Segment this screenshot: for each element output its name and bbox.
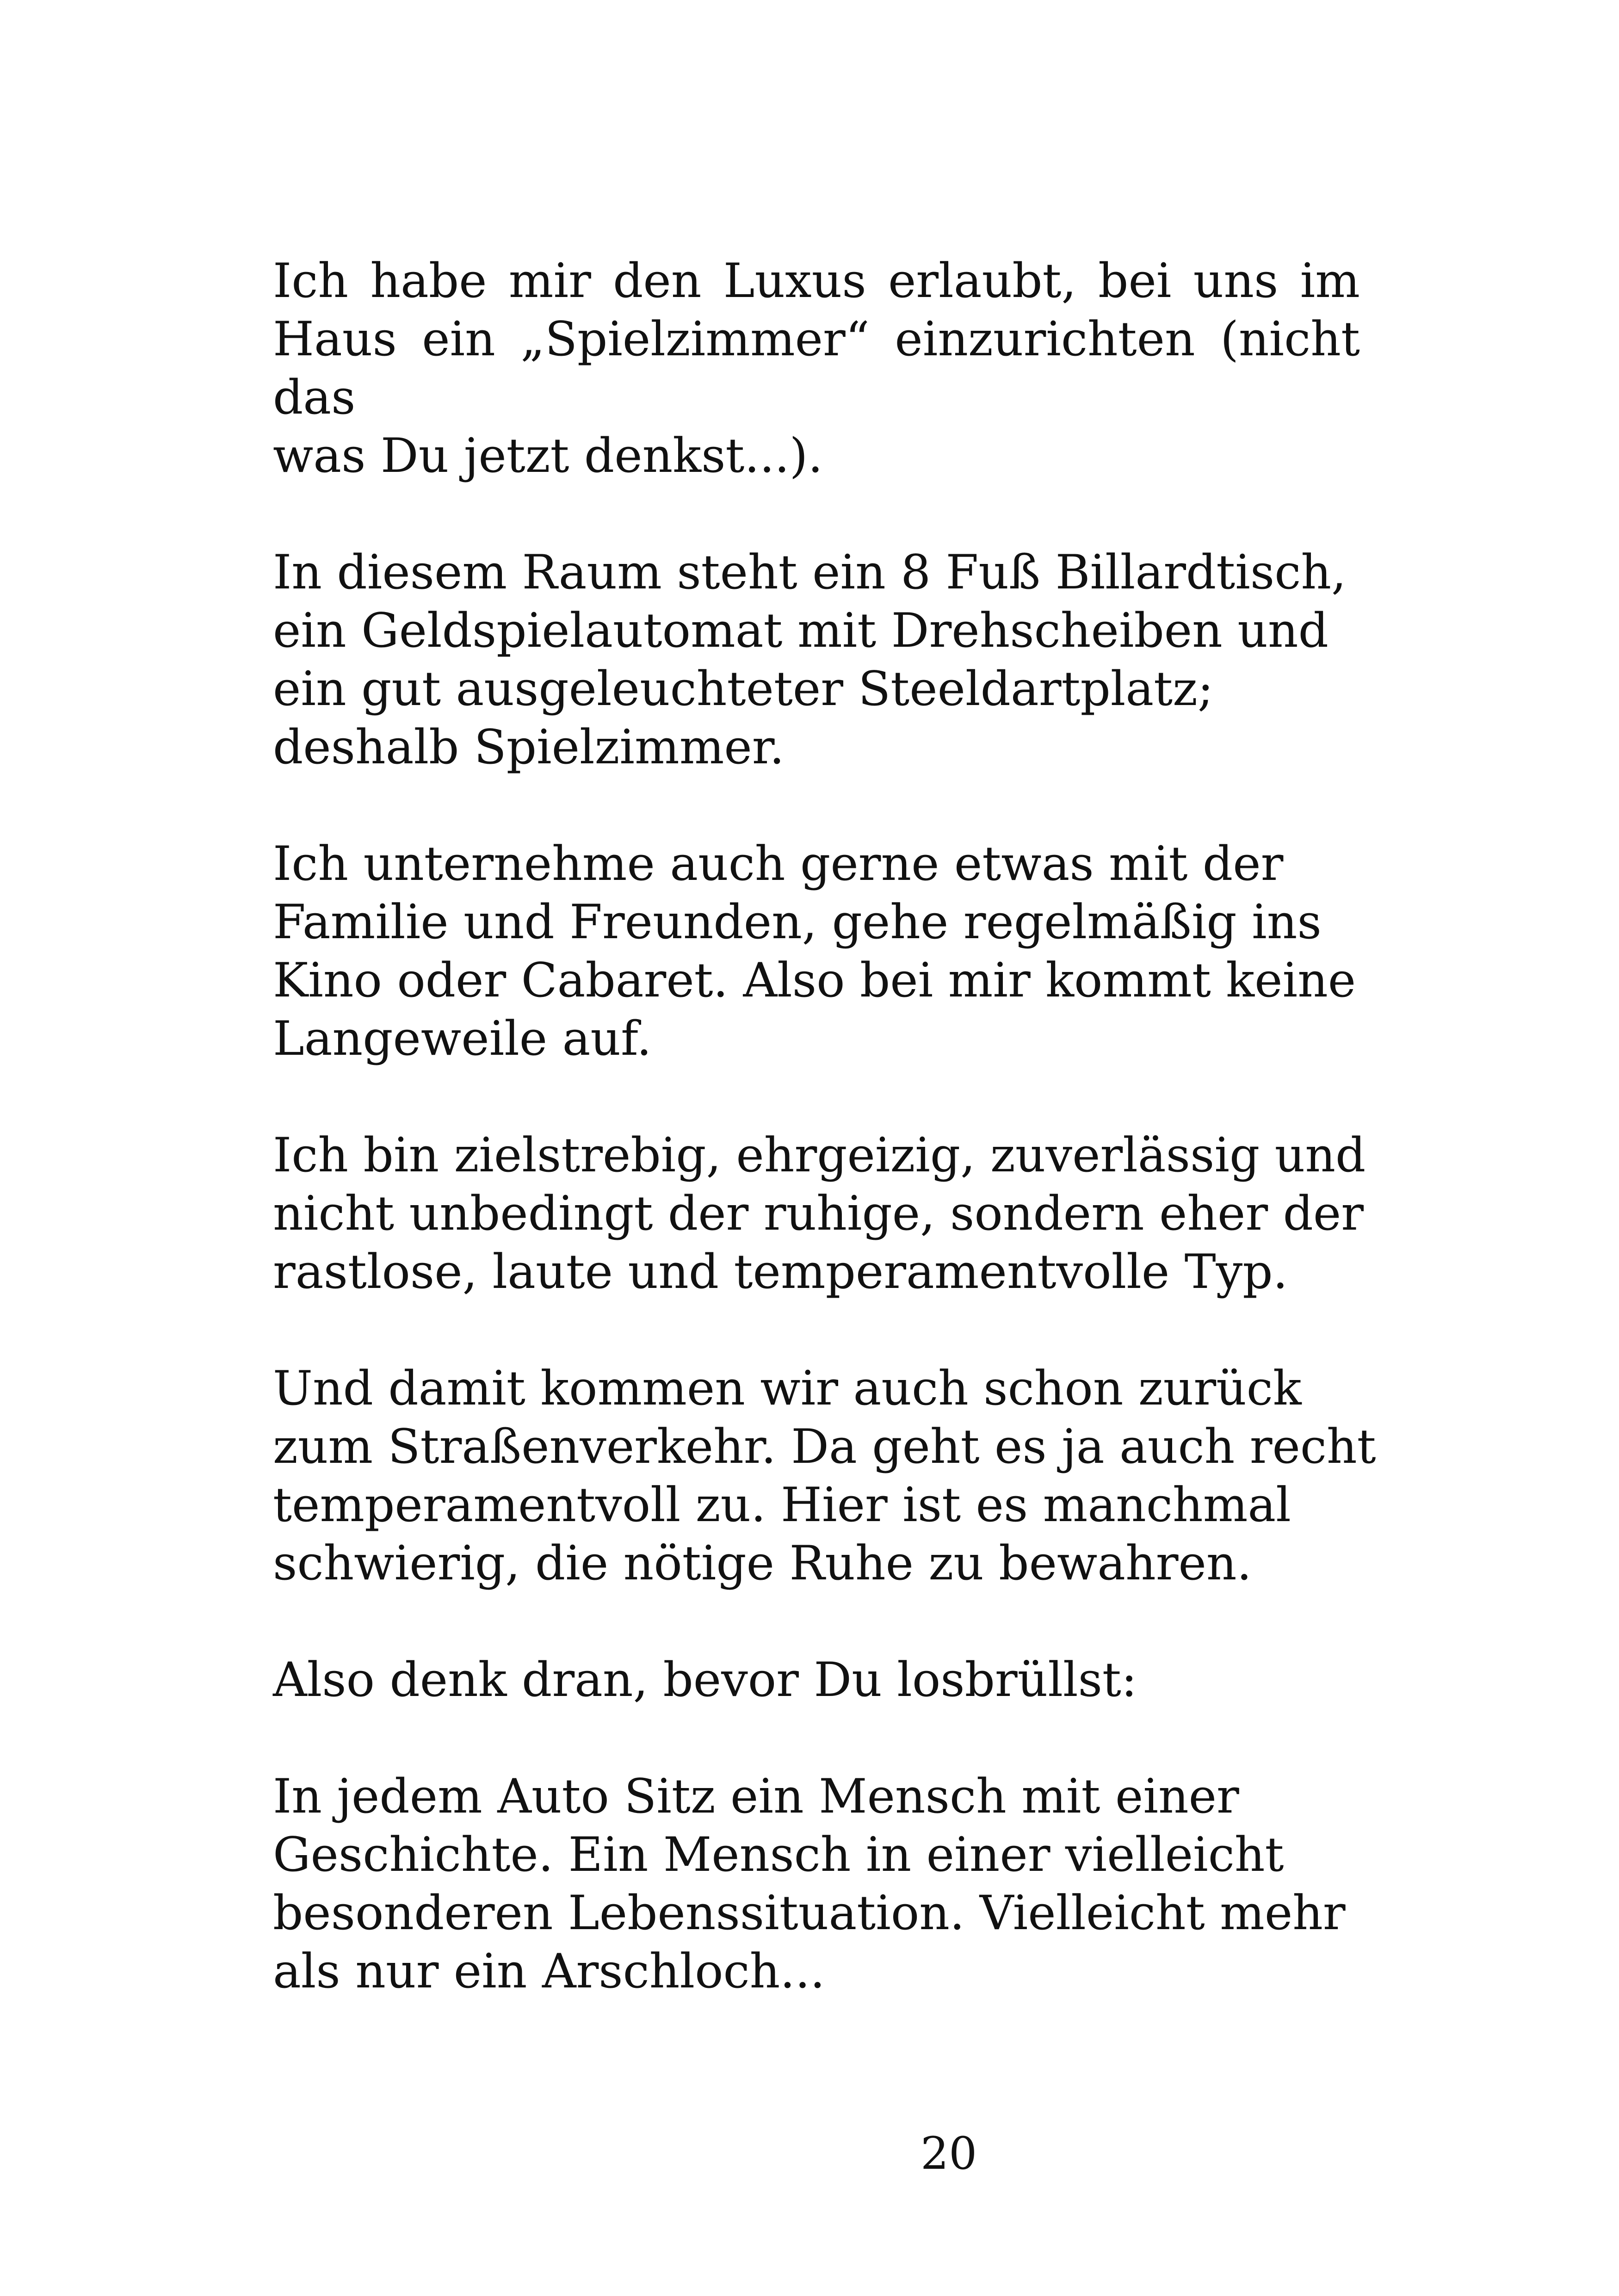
text-line: zum Straßenverkehr. Da geht es ja auch recht <box>273 1419 1376 1474</box>
body-text <box>273 252 1376 2059</box>
text-line: ein gut ausgeleuchteter Steeldartplatz; <box>273 662 1214 717</box>
text-line: Kino oder Cabaret. Also bei mir kommt keine <box>273 953 1356 1008</box>
text-line: Geschichte. Ein Mensch in einer vielleicht <box>273 1827 1284 1882</box>
paragraph-familie <box>273 835 1360 1068</box>
text-line: In jedem Auto Sitz ein Mensch mit einer <box>273 1769 1239 1824</box>
text-line: Familie und Freunden, gehe regelmäßig ins <box>273 895 1322 950</box>
paragraph-charakter <box>273 1126 1366 1301</box>
text-line: als nur ein Arschloch... <box>273 1944 825 1999</box>
text-line: deshalb Spielzimmer. <box>273 720 785 775</box>
paragraph-raum <box>273 544 1360 777</box>
text-line: In diesem Raum steht ein 8 Fuß Billardtisch, <box>273 545 1347 600</box>
text-line: rastlose, laute und temperamentvolle Typ. <box>273 1244 1288 1300</box>
text-line: was Du jetzt denkst...). <box>273 428 823 483</box>
text-line: Haus ein „Spielzimmer“ einzurichten (nicht das <box>273 312 1360 425</box>
text-line: Ich bin zielstrebig, ehrgeizig, zuverlässig und <box>273 1128 1366 1183</box>
page-number: 20 <box>921 2128 977 2179</box>
text-line: besonderen Lebenssituation. Vielleicht mehr <box>273 1886 1346 1941</box>
text-line: temperamentvoll zu. Hier ist es manchmal <box>273 1478 1291 1533</box>
paragraph-strassenverkehr <box>273 1360 1376 1593</box>
paragraph-jedem-auto <box>273 1768 1360 2001</box>
text-line: Ich habe mir den Luxus erlaubt, bei uns im <box>273 254 1360 309</box>
text-line: nicht unbedingt der ruhige, sondern eher der <box>273 1186 1364 1241</box>
text-line: Und damit kommen wir auch schon zurück <box>273 1361 1302 1416</box>
text-line: schwierig, die nötige Ruhe zu bewahren. <box>273 1536 1252 1591</box>
text-line: ein Geldspielautomat mit Drehscheiben und <box>273 603 1329 658</box>
text-line: Ich unternehme auch gerne etwas mit der <box>273 836 1284 891</box>
text-line: Langeweile auf. <box>273 1011 652 1066</box>
text-line: Also denk dran, bevor Du losbrüllst: <box>273 1652 1137 1708</box>
paragraph-spielzimmer <box>273 252 1360 485</box>
paragraph-denk-dran <box>273 1651 1360 1709</box>
